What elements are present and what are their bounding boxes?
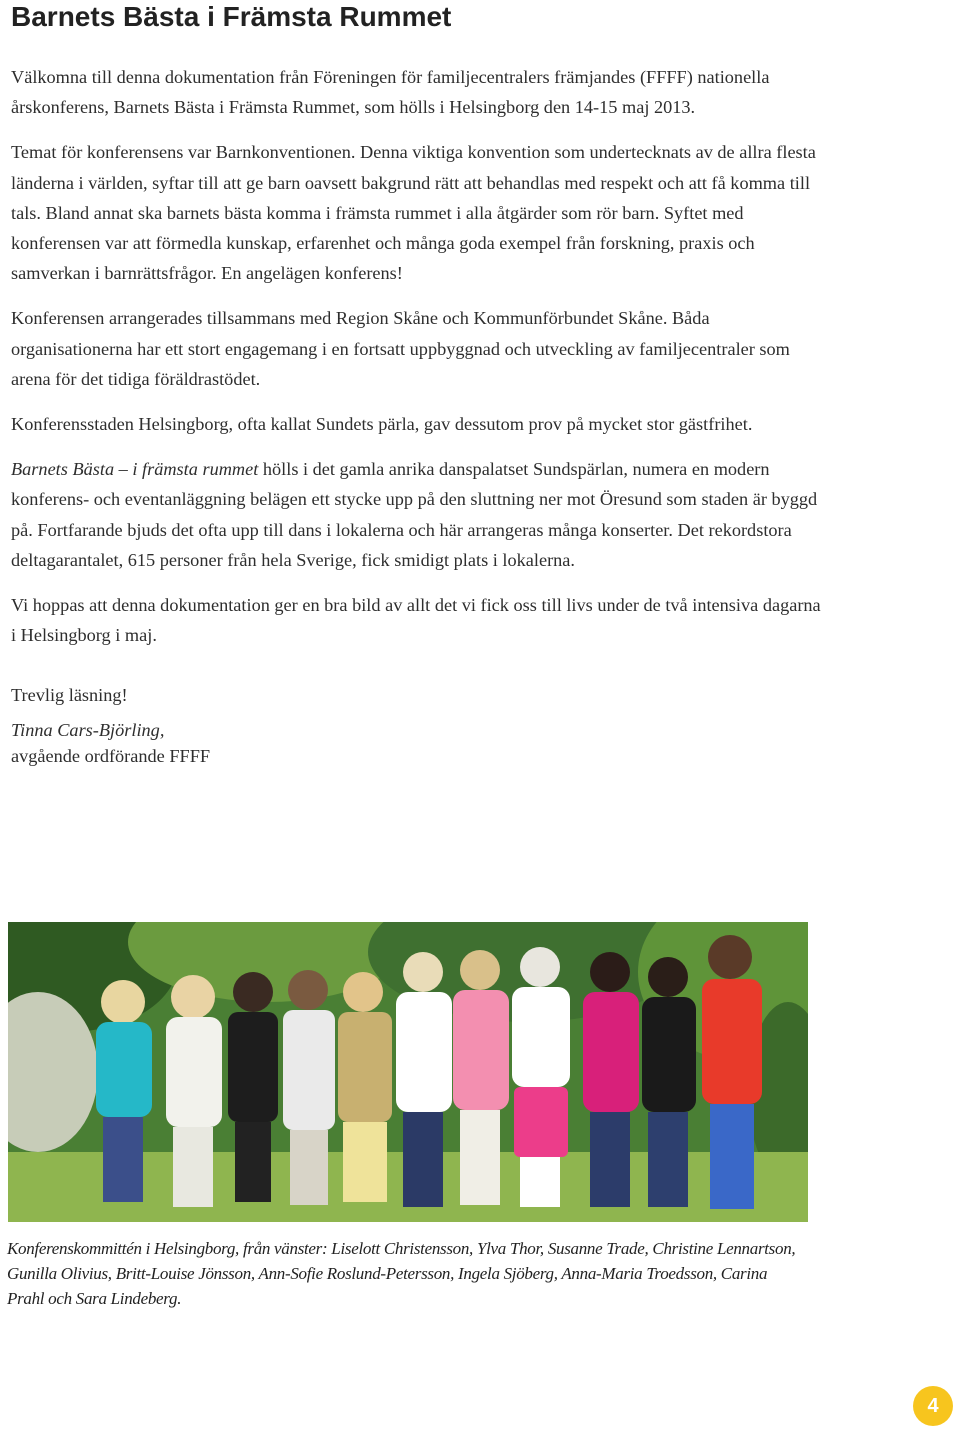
group-photo <box>8 922 808 1222</box>
closing-paragraph: Vi hoppas att denna dokumentation ger en bra bild av allt det vi fick oss till livs under de två intensiva dagarna i Helsingborg i maj. <box>11 595 821 646</box>
intro-paragraph: Välkomna till denna dokumentation från Föreningen för familjecentralers främjandes (FFFF) nationella årskonferens, Barnets Bästa i Främsta Rummet, som hölls i Helsingborg den 14-15 maj 2013. <box>11 67 770 118</box>
host-city-paragraph: Konferensstaden Helsingborg, ofta kallat Sundets pärla, gav dessutom prov på mycket stor gästfrihet. <box>11 414 753 435</box>
page-title: Barnets Bästa i Främsta Rummet <box>11 1 452 32</box>
page-number-badge: 4 <box>913 1386 953 1426</box>
signature-role: avgående ordförande FFFF <box>11 745 211 766</box>
venue-text: hölls i det gamla anrika danspalatset Sundspärlan, numera en modern konferens- och eventanläggning belägen ett stycke upp på den sluttning ner mot Öresund som staden är byggd på. Fortfarande bjuds det ofta upp till dans i lokalerna och här arrangeras många konserter. Det rekordstora deltagarantalet, 615 personer från hela Sverige, fick smidigt plats i lokalerna. <box>11 459 818 570</box>
venue-paragraph <box>11 454 821 575</box>
conference-name: Barnets Bästa – i främsta rummet <box>11 459 259 480</box>
group-photo-illustration <box>8 922 808 1222</box>
signature-name: Tinna Cars-Björling, <box>11 719 165 740</box>
greeting: Trevlig läsning! <box>11 685 128 706</box>
theme-paragraph: Temat för konferensens var Barnkonventionen. Denna viktiga konvention som undertecknats av de allra flesta länderna i världen, syftar till att ge barn oavsett bakgrund rätt att behandlas med respekt och att få komma till tals. Bland annat ska barnets bästa komma i främsta rummet i alla åtgärder som rör barn. Syftet med konferensen var att förmedla kunskap, erfarenhet och många goda exempel från forskning, praxis och samverkan i barnrättsfrågor. En angelägen konferens! <box>11 142 816 284</box>
signature <box>11 717 821 769</box>
organizers-paragraph: Konferensen arrangerades tillsammans med Region Skåne och Kommunförbundet Skåne. Båda organisationerna har ett stort engagemang i en fortsatt uppbyggnad och utveckling av familjecentraler som arena för det tidiga föräldrastödet. <box>11 308 790 389</box>
article-body <box>11 62 821 784</box>
photo-caption: Konferenskommittén i Helsingborg, från vänster: Liselott Christensson, Ylva Thor, Susanne Trade, Christine Lennartson, Gunilla Olivius, Britt-Louise Jönsson, Ann-Sofie Roslund-Petersson, Ingela Sjöberg, Anna-Maria Troedsson, Carina Prahl och Sara Lindeberg. <box>7 1239 796 1308</box>
